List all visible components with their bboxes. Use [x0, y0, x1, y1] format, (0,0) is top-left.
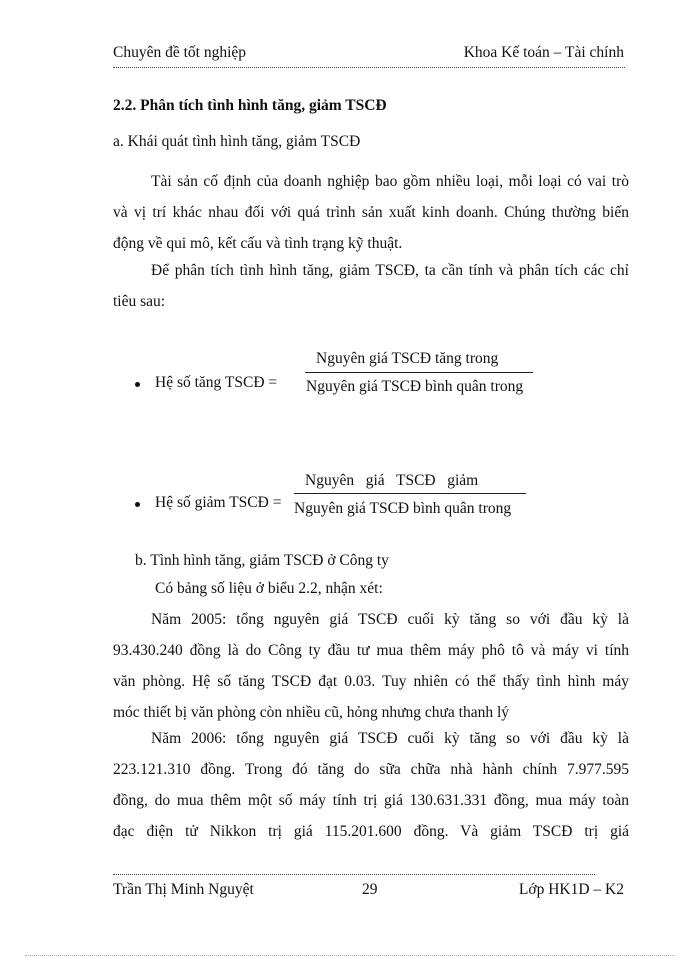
- formula-decrease-denominator: Nguyên giá TSCĐ bình quân trong: [294, 500, 512, 517]
- paragraph-2006: [113, 723, 629, 847]
- formula-increase-label: Hệ số tăng TSCĐ =: [155, 374, 278, 391]
- footer-author: Trần Thị Minh Nguyệt: [113, 881, 254, 898]
- paragraph-indicators: [113, 255, 629, 317]
- formula-decrease-label: Hệ số giảm TSCĐ =: [155, 494, 282, 511]
- paragraph-line: động về qui mô, kết cấu và tình trạng kỹ thuật.: [113, 235, 403, 252]
- paragraph-line: 223.121.310 đồng. Trong đó tăng do sữa chữa nhà hành chính 7.977.595: [113, 761, 629, 778]
- paragraph-line: Năm 2006: tổng nguyên giá TSCĐ cuối kỳ tăng so với đầu kỳ là: [151, 730, 629, 747]
- paragraph-line: 93.430.240 đồng là do Công ty đầu tư mua thêm máy phô tô và máy vi tính: [113, 642, 629, 659]
- footer-class: Lớp HK1D – K2: [518, 881, 624, 898]
- subsection-b-intro: Có bảng số liệu ở biểu 2.2, nhận xét:: [155, 580, 383, 597]
- formula-increase-numerator: Nguyên giá TSCĐ tăng trong: [316, 350, 499, 367]
- page-edge-divider: [25, 955, 675, 956]
- section-heading: 2.2. Phân tích tình hình tăng, giảm TSCĐ: [113, 97, 387, 114]
- fraction-bar: [294, 493, 526, 494]
- paragraph-line: đồng, do mua thêm một số máy tính trị giá 130.631.331 đồng, mua máy toàn: [113, 792, 629, 809]
- paragraph-line: đạc điện tử Nikkon trị giá 115.201.600 đồng. Và giảm TSCĐ trị giá: [113, 823, 629, 840]
- subsection-b-title: b. Tình hình tăng, giảm TSCĐ ở Công ty: [135, 552, 389, 569]
- paragraph-intro: [113, 166, 629, 259]
- paragraph-line: Để phân tích tình hình tăng, giảm TSCĐ, ta cần tính và phân tích các chỉ: [151, 262, 629, 279]
- fraction-bar: [305, 372, 533, 373]
- header-divider: [113, 67, 625, 68]
- paragraph-line: tiêu sau:: [113, 293, 166, 310]
- formula-decrease-numerator: Nguyên giá TSCĐ giảm: [305, 472, 479, 489]
- subsection-a-title: a. Khái quát tình hình tăng, giảm TSCĐ: [113, 133, 361, 150]
- header-left: Chuyên đề tốt nghiệp: [113, 44, 247, 61]
- paragraph-2005: [113, 604, 629, 728]
- bullet-icon: [135, 382, 140, 387]
- header-right: Khoa Kế toán – Tài chính: [463, 44, 624, 61]
- bullet-icon: [135, 502, 140, 507]
- paragraph-line: Năm 2005: tổng nguyên giá TSCĐ cuối kỳ tăng so với đầu kỳ là: [151, 611, 629, 628]
- paragraph-line: Tài sản cố định của doanh nghiệp bao gồm nhiều loại, mỗi loại có vai trò: [151, 173, 629, 190]
- paragraph-line: móc thiết bị văn phòng còn nhiều cũ, hỏng nhưng chưa thanh lý: [113, 704, 510, 721]
- page-number: 29: [362, 881, 378, 898]
- formula-increase-denominator: Nguyên giá TSCĐ bình quân trong: [306, 378, 524, 395]
- paragraph-line: văn phòng. Hệ số tăng TSCĐ đạt 0.03. Tuy nhiên có thể thấy tình hình máy: [113, 673, 629, 690]
- footer-divider: [113, 874, 595, 875]
- paragraph-line: và vị trí khác nhau đối với quá trình sản xuất kinh doanh. Chúng thường biến: [113, 204, 629, 221]
